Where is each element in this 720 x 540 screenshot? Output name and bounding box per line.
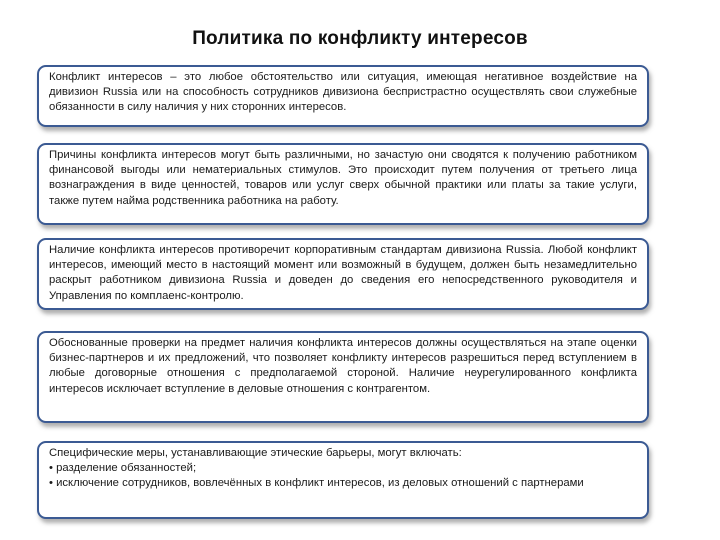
disclosure-text: Наличие конфликта интересов противоречит корпоративным стандартам дивизиона Russia. Любой конфликт интересов, имеющий место в настоящий момент или возможный в будущем, должен быть незамедлительно раскрыт работником дивизиона Russia и доведен до сведения его непосредственного руководителя и Управления по комплаенс-контролю. [49, 244, 637, 302]
definition-text: Конфликт интересов – это любое обстоятельство или ситуация, имеющая негативное воздействие на дивизион Russia или на способность сотрудников дивизиона беспристрастно осуществлять свои служебные обязанности в силу наличия у них сторонних интересов. [49, 71, 637, 114]
page-title: Политика по конфликту интересов [192, 28, 528, 49]
measures-block [37, 441, 649, 519]
measures-item: • разделение обязанностей; [49, 462, 197, 475]
measures-intro: Специфические меры, устанавливающие этические барьеры, могут включать: [49, 447, 462, 459]
checks-text: Обоснованные проверки на предмет наличия конфликта интересов должны осуществляться на этапе оценки бизнес-партнеров и их предложений, что позволяет конфликту интересов разрешиться перед вступлением в любые договорные отношения с предполагаемой стороной. Наличие неурегулированного конфликта интересов исключает вступление в деловые отношения с контрагентом. [49, 337, 637, 395]
definition-block [37, 65, 649, 127]
measures-item: • исключение сотрудников, вовлечённых в конфликт интересов, из деловых отношений с партнерами [49, 477, 584, 490]
causes-block [37, 143, 649, 225]
disclosure-block [37, 238, 649, 310]
checks-block [37, 331, 649, 423]
causes-text: Причины конфликта интересов могут быть различными, но зачастую они сводятся к получению работником финансовой выгоды или нематериальных стимулов. Это происходит путем получения от третьего лица вознаграждения в виде ценностей, товаров или услуг сверх обычной практики или платы за такие услуги, также путем найма родственника работника на работу. [49, 149, 637, 207]
